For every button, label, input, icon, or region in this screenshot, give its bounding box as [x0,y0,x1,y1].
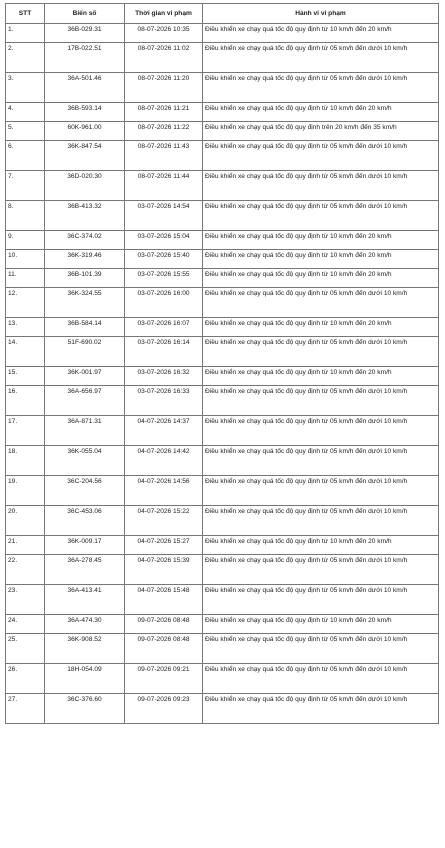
row-violation: Điều khiển xe chạy quá tốc độ quy định từ 10 km/h đến 20 km/h [203,615,439,634]
row-stt: 1. [6,24,45,43]
row-time: 03-07-2026 16:07 [125,318,203,337]
table-row [6,615,439,634]
row-time: 08-07-2026 11:20 [125,73,203,103]
row-time: 08-07-2026 11:43 [125,141,203,171]
row-plate: 36C-376.60 [45,694,125,724]
table-row [6,250,439,269]
header-plate: Biển số [45,4,125,24]
row-violation: Điều khiển xe chạy quá tốc độ quy định từ 05 km/h đến dưới 10 km/h [203,506,439,536]
row-stt: 11. [6,269,45,288]
table-row [6,476,439,506]
table-row [6,694,439,724]
row-stt: 3. [6,73,45,103]
row-plate: 36B-593.14 [45,103,125,122]
row-plate: 36K-319.46 [45,250,125,269]
row-violation: Điều khiển xe chạy quá tốc độ quy định từ 05 km/h đến dưới 10 km/h [203,446,439,476]
row-plate: 36B-413.32 [45,201,125,231]
table-row [6,288,439,318]
table-row [6,337,439,367]
row-time: 04-07-2026 14:37 [125,416,203,446]
row-stt: 23. [6,585,45,615]
row-time: 04-07-2026 15:39 [125,555,203,585]
row-violation: Điều khiển xe chạy quá tốc độ quy định từ 05 km/h đến dưới 10 km/h [203,171,439,201]
row-plate: 36A-871.31 [45,416,125,446]
row-violation: Điều khiển xe chạy quá tốc độ quy định từ 10 km/h đến 20 km/h [203,24,439,43]
row-stt: 2. [6,43,45,73]
row-time: 04-07-2026 15:27 [125,536,203,555]
row-violation: Điều khiển xe chạy quá tốc độ quy định từ 10 km/h đến 20 km/h [203,318,439,337]
row-plate: 36B-029.31 [45,24,125,43]
row-plate: 36C-374.02 [45,231,125,250]
row-time: 03-07-2026 14:54 [125,201,203,231]
row-plate: 36C-453.06 [45,506,125,536]
row-violation: Điều khiển xe chạy quá tốc độ quy định từ 10 km/h đến 20 km/h [203,367,439,386]
row-plate: 36A-656.97 [45,386,125,416]
row-time: 08-07-2026 11:22 [125,122,203,141]
row-violation: Điều khiển xe chạy quá tốc độ quy định từ 10 km/h đến 20 km/h [203,250,439,269]
row-stt: 9. [6,231,45,250]
table-row [6,446,439,476]
row-plate: 36K-009.17 [45,536,125,555]
row-plate: 36K-847.54 [45,141,125,171]
row-stt: 6. [6,141,45,171]
row-plate: 36B-101.39 [45,269,125,288]
row-violation: Điều khiển xe chạy quá tốc độ quy định từ 05 km/h đến dưới 10 km/h [203,141,439,171]
row-stt: 20. [6,506,45,536]
row-violation: Điều khiển xe chạy quá tốc độ quy định từ 05 km/h đến dưới 10 km/h [203,416,439,446]
table-row [6,269,439,288]
row-time: 08-07-2026 10:35 [125,24,203,43]
header-stt: STT [6,4,45,24]
row-time: 03-07-2026 16:14 [125,337,203,367]
row-violation: Điều khiển xe chạy quá tốc độ quy định từ 05 km/h đến dưới 10 km/h [203,337,439,367]
row-violation: Điều khiển xe chạy quá tốc độ quy định từ 05 km/h đến dưới 10 km/h [203,694,439,724]
row-time: 04-07-2026 15:48 [125,585,203,615]
row-violation: Điều khiển xe chạy quá tốc độ quy định từ 05 km/h đến dưới 10 km/h [203,634,439,664]
row-plate: 36D-020.30 [45,171,125,201]
header-time: Thời gian vi phạm [125,4,203,24]
row-violation: Điều khiển xe chạy quá tốc độ quy định từ 05 km/h đến dưới 10 km/h [203,664,439,694]
row-time: 09-07-2026 08:48 [125,615,203,634]
row-time: 04-07-2026 14:56 [125,476,203,506]
row-plate: 36K-324.55 [45,288,125,318]
row-stt: 16. [6,386,45,416]
row-time: 03-07-2026 15:04 [125,231,203,250]
row-plate: 36K-908.52 [45,634,125,664]
row-stt: 22. [6,555,45,585]
row-plate: 36A-474.30 [45,615,125,634]
row-plate: 51F-690.02 [45,337,125,367]
row-time: 04-07-2026 15:22 [125,506,203,536]
table-row [6,555,439,585]
row-violation: Điều khiển xe chạy quá tốc độ quy định từ 10 km/h đến 20 km/h [203,269,439,288]
table-row [6,367,439,386]
row-plate: 36C-204.56 [45,476,125,506]
row-violation: Điều khiển xe chạy quá tốc độ quy định từ 05 km/h đến dưới 10 km/h [203,201,439,231]
row-violation: Điều khiển xe chạy quá tốc độ quy định từ 05 km/h đến dưới 10 km/h [203,476,439,506]
table-body [6,24,439,724]
row-stt: 24. [6,615,45,634]
row-stt: 27. [6,694,45,724]
row-time: 03-07-2026 15:55 [125,269,203,288]
header-row [6,4,439,24]
table-row [6,664,439,694]
table-row [6,536,439,555]
row-time: 09-07-2026 09:23 [125,694,203,724]
row-plate: 36K-055.04 [45,446,125,476]
row-stt: 14. [6,337,45,367]
row-time: 09-07-2026 09:21 [125,664,203,694]
row-plate: 60K-961.00 [45,122,125,141]
table-row [6,24,439,43]
row-stt: 15. [6,367,45,386]
row-plate: 18H-054.09 [45,664,125,694]
row-stt: 8. [6,201,45,231]
row-time: 08-07-2026 11:02 [125,43,203,73]
row-plate: 36B-584.14 [45,318,125,337]
row-stt: 5. [6,122,45,141]
row-plate: 36K-001.97 [45,367,125,386]
row-time: 08-07-2026 11:21 [125,103,203,122]
row-time: 03-07-2026 16:32 [125,367,203,386]
table-row [6,318,439,337]
row-violation: Điều khiển xe chạy quá tốc độ quy định từ 05 km/h đến dưới 10 km/h [203,73,439,103]
violations-table [5,3,439,724]
row-stt: 21. [6,536,45,555]
row-stt: 7. [6,171,45,201]
table-row [6,171,439,201]
row-stt: 18. [6,446,45,476]
row-violation: Điều khiển xe chạy quá tốc độ quy định từ 05 km/h đến dưới 10 km/h [203,386,439,416]
row-violation: Điều khiển xe chạy quá tốc độ quy định trên 20 km/h đến 35 km/h [203,122,439,141]
row-plate: 36A-278.45 [45,555,125,585]
row-violation: Điều khiển xe chạy quá tốc độ quy định từ 10 km/h đến 20 km/h [203,536,439,555]
row-violation: Điều khiển xe chạy quá tốc độ quy định từ 05 km/h đến dưới 10 km/h [203,43,439,73]
table-row [6,634,439,664]
row-violation: Điều khiển xe chạy quá tốc độ quy định từ 05 km/h đến dưới 10 km/h [203,585,439,615]
table-row [6,43,439,73]
row-plate: 36A-501.46 [45,73,125,103]
row-time: 08-07-2026 11:44 [125,171,203,201]
row-violation: Điều khiển xe chạy quá tốc độ quy định từ 05 km/h đến dưới 10 km/h [203,288,439,318]
table-row [6,386,439,416]
table-row [6,141,439,171]
row-violation: Điều khiển xe chạy quá tốc độ quy định từ 10 km/h đến 20 km/h [203,231,439,250]
row-plate: 36A-413.41 [45,585,125,615]
row-stt: 10. [6,250,45,269]
row-time: 03-07-2026 16:00 [125,288,203,318]
row-stt: 12. [6,288,45,318]
row-violation: Điều khiển xe chạy quá tốc độ quy định từ 05 km/h đến dưới 10 km/h [203,555,439,585]
table-row [6,122,439,141]
row-stt: 19. [6,476,45,506]
row-stt: 4. [6,103,45,122]
header-violation: Hành vi vi phạm [203,4,439,24]
row-stt: 26. [6,664,45,694]
row-stt: 17. [6,416,45,446]
table-row [6,231,439,250]
row-time: 03-07-2026 16:33 [125,386,203,416]
row-time: 09-07-2026 08:48 [125,634,203,664]
row-time: 03-07-2026 15:40 [125,250,203,269]
table-row [6,73,439,103]
row-plate: 17B-022.51 [45,43,125,73]
table-row [6,506,439,536]
row-stt: 13. [6,318,45,337]
row-stt: 25. [6,634,45,664]
row-violation: Điều khiển xe chạy quá tốc độ quy định từ 10 km/h đến 20 km/h [203,103,439,122]
table-row [6,585,439,615]
table-row [6,103,439,122]
table-row [6,416,439,446]
row-time: 04-07-2026 14:42 [125,446,203,476]
table-row [6,201,439,231]
